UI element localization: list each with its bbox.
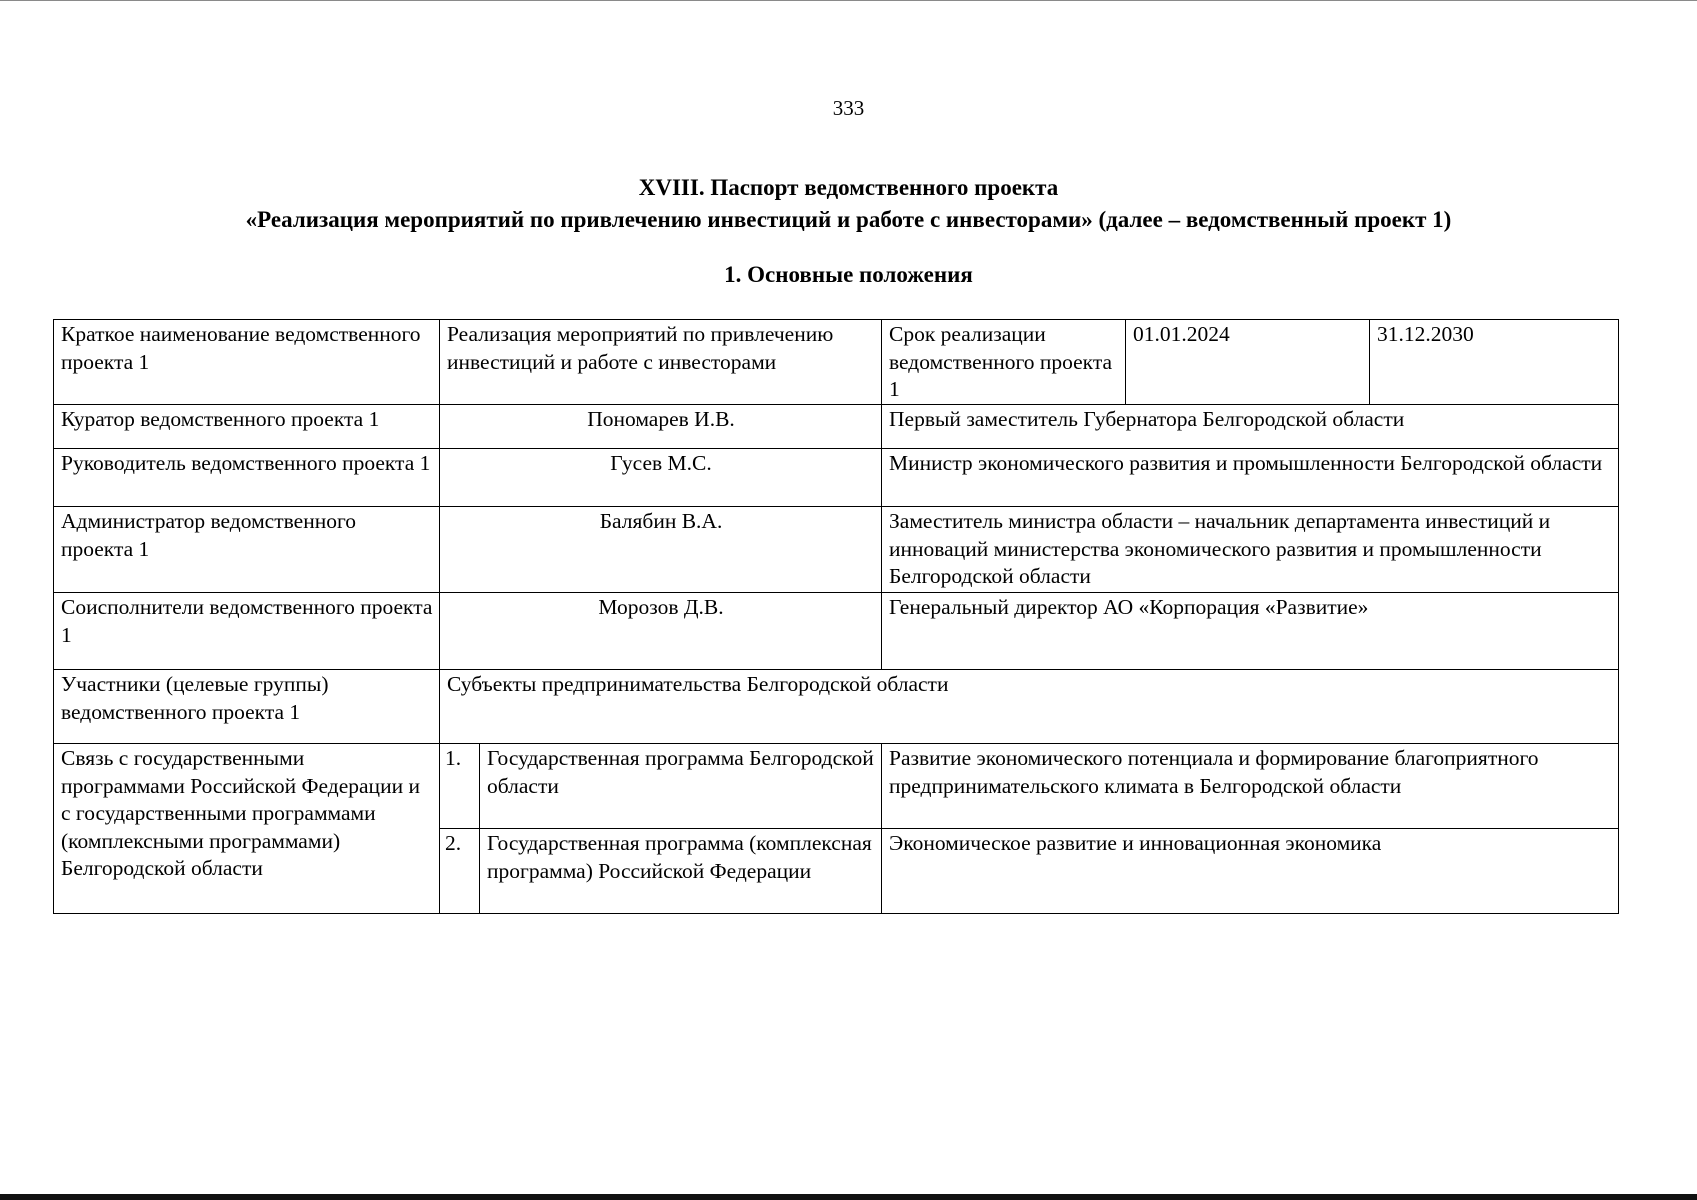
term-label: Срок реализации ведомственного проекта 1: [882, 320, 1126, 405]
program-number: 1.: [440, 744, 480, 829]
administrator-label: Администратор ведомственного проекта 1: [54, 507, 440, 593]
bottom-border-line: [0, 1194, 1697, 1200]
curator-name: Пономарев И.В.: [440, 405, 882, 449]
coexecutors-position: Генеральный директор АО «Корпорация «Развитие»: [882, 593, 1619, 670]
table-row-curator: [54, 405, 1619, 449]
head-name: Гусев М.С.: [440, 449, 882, 507]
program-type: Государственная программа (комплексная программа) Российской Федерации: [480, 829, 882, 914]
curator-label: Куратор ведомственного проекта 1: [54, 405, 440, 449]
program-name: Экономическое развитие и инновационная экономика: [882, 829, 1619, 914]
participants-value: Субъекты предпринимательства Белгородской области: [440, 670, 1619, 744]
table-row-short-name: [54, 320, 1619, 405]
head-position: Министр экономического развития и промышленности Белгородской области: [882, 449, 1619, 507]
page-number: 333: [832, 96, 865, 120]
title-line-1: XVIII. Паспорт ведомственного проекта: [638, 175, 1059, 200]
table-row-participants: [54, 670, 1619, 744]
start-date: 01.01.2024: [1126, 320, 1370, 405]
table-row-coexecutors: [54, 593, 1619, 670]
coexecutors-label: Соисполнители ведомственного проекта 1: [54, 593, 440, 670]
table-row-program-1: [54, 744, 1619, 829]
administrator-name: Балябин В.А.: [440, 507, 882, 593]
title-line-2: «Реализация мероприятий по привлечению инвестиций и работе с инвесторами» (далее – ведомственный проект 1): [245, 207, 1452, 232]
table-row-head: [54, 449, 1619, 507]
participants-label: Участники (целевые группы) ведомственного проекта 1: [54, 670, 440, 744]
top-border-line: [0, 0, 1697, 1]
document-title: [0, 172, 1697, 236]
program-number: 2.: [440, 829, 480, 914]
administrator-position: Заместитель министра области – начальник департамента инвестиций и инноваций министерства экономического развития и промышленности Белгородской области: [882, 507, 1619, 593]
head-label: Руководитель ведомственного проекта 1: [54, 449, 440, 507]
table-row-administrator: [54, 507, 1619, 593]
section-title: 1. Основные положения: [724, 262, 973, 287]
end-date: 31.12.2030: [1370, 320, 1619, 405]
passport-table: [53, 319, 1619, 914]
program-type: Государственная программа Белгородской области: [480, 744, 882, 829]
programs-label: Связь с государственными программами Российской Федерации и с государственными программами (комплексными программами) Белгородской области: [54, 744, 440, 914]
program-name: Развитие экономического потенциала и формирование благоприятного предпринимательского климата в Белгородской области: [882, 744, 1619, 829]
short-name-label: Краткое наименование ведомственного проекта 1: [54, 320, 440, 405]
curator-position: Первый заместитель Губернатора Белгородской области: [882, 405, 1619, 449]
short-name-value: Реализация мероприятий по привлечению инвестиций и работе с инвесторами: [440, 320, 882, 405]
coexecutors-name: Морозов Д.В.: [440, 593, 882, 670]
